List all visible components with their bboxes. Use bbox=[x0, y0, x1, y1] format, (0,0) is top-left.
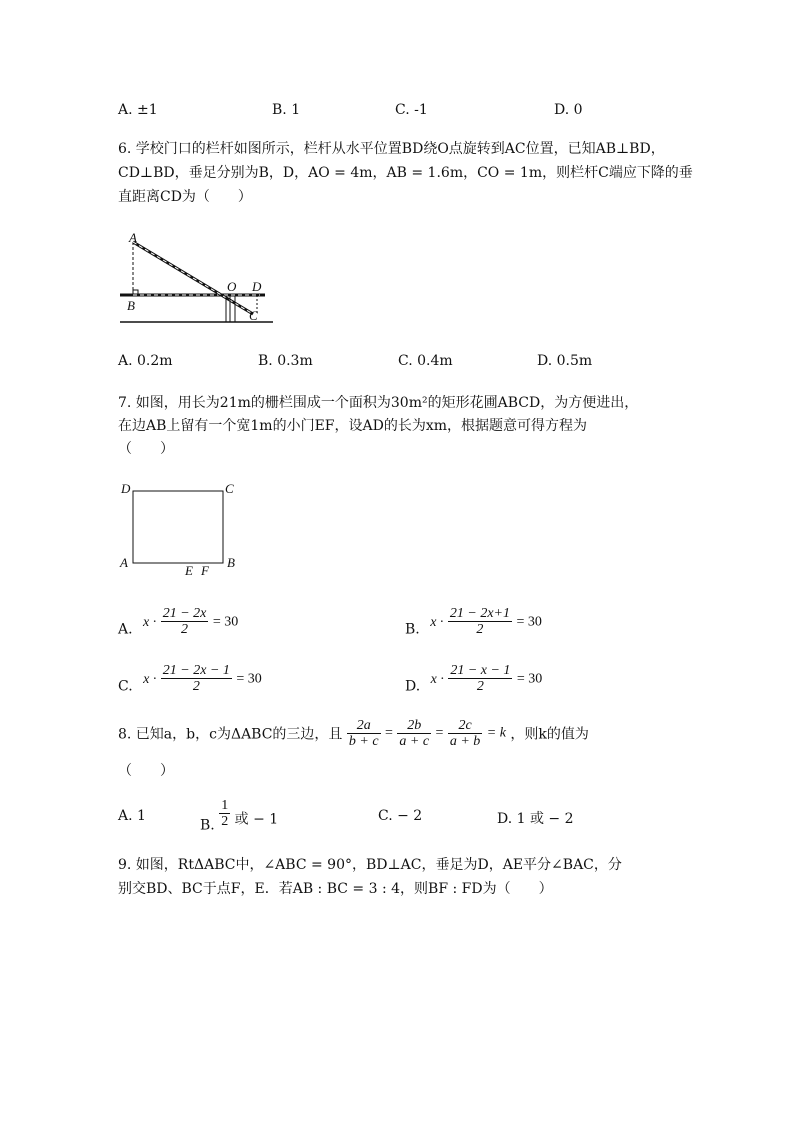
q6-stem-line3: 直距离CD为（ ） bbox=[118, 189, 252, 205]
fraction bbox=[448, 606, 512, 637]
option-tail: 或 − 1 bbox=[234, 811, 279, 828]
fraction-numerator: 21 − 2x − 1 bbox=[162, 663, 230, 678]
label-d: D bbox=[121, 481, 131, 496]
q8-stem-tail: ，则k的值为 bbox=[510, 726, 589, 743]
fraction bbox=[448, 663, 512, 694]
q6-option-b: B. 0.3m bbox=[258, 353, 313, 369]
q6-stem-line1: 6. 学校门口的栏杆如图所示，栏杆从水平位置BD绕O点旋转到AC位置，已知AB⊥BD， bbox=[118, 141, 665, 157]
fraction-denominator: b + c bbox=[348, 734, 379, 749]
label-b: B bbox=[227, 555, 235, 570]
q6-option-c: C. 0.4m bbox=[398, 353, 453, 369]
option-label: D. bbox=[405, 678, 421, 695]
q6-barrier-figure bbox=[115, 228, 280, 328]
rectangle-abcd bbox=[133, 491, 223, 563]
q7-rectangle-figure bbox=[115, 478, 245, 578]
q9-stem-line1: 9. 如图，RtΔABC中，∠ABC = 90°，BD⊥AC，垂足为D，AE平分∠BAC，分 bbox=[118, 857, 622, 873]
option-rhs: = 30 bbox=[516, 671, 543, 687]
q9-stem-line2: 别交BD、BC于点F，E．若AB : BC = 3 : 4，则BF : FD为（ ） bbox=[118, 881, 553, 897]
fraction-denominator: 2 bbox=[192, 679, 200, 694]
option-label: B. bbox=[200, 817, 215, 834]
q5-option-c: C. -1 bbox=[395, 102, 428, 118]
q7-stem-line2: 在边AB上留有一个宽1m的小门EF，设AD的长为xm，根据题意可得方程为 bbox=[118, 418, 588, 434]
equals-sign: = bbox=[385, 725, 393, 741]
option-rhs: = 30 bbox=[236, 671, 262, 687]
label-d: D bbox=[252, 279, 262, 294]
fraction-numerator: 21 − x − 1 bbox=[450, 663, 511, 678]
equals-sign: = bbox=[435, 725, 444, 741]
fraction-2 bbox=[397, 718, 431, 749]
q8-option-c: C. − 2 bbox=[378, 808, 423, 824]
option-rhs: = 30 bbox=[516, 614, 542, 630]
fraction-denominator: 2 bbox=[181, 622, 189, 637]
q6-option-d: D. 0.5m bbox=[537, 353, 593, 369]
q8-stem-line2: （ ） bbox=[118, 763, 174, 779]
label-a: A bbox=[129, 230, 137, 245]
option-prefix: x · bbox=[143, 671, 157, 687]
q6-option-a: A. 0.2m bbox=[118, 353, 173, 369]
equals-k: = k bbox=[486, 725, 506, 741]
option-label: C. bbox=[118, 678, 133, 695]
label-o: O bbox=[227, 279, 237, 294]
q8-option-d: D. 1 或 − 2 bbox=[497, 811, 574, 827]
option-label: A. bbox=[118, 621, 133, 638]
option-prefix: x · bbox=[430, 671, 444, 687]
fraction-numerator: 1 bbox=[221, 798, 229, 813]
label-f: F bbox=[201, 563, 209, 578]
fraction-numerator: 2c bbox=[448, 718, 482, 734]
q7-option-d bbox=[405, 663, 542, 695]
q7-option-c bbox=[118, 663, 262, 695]
option-prefix: x · bbox=[143, 614, 157, 630]
fraction-numerator: 2b bbox=[397, 718, 431, 734]
fraction-denominator: 2 bbox=[476, 679, 484, 694]
fraction-denominator: a + b bbox=[449, 734, 481, 749]
fraction-denominator: 2 bbox=[221, 814, 229, 829]
q5-option-b: B. 1 bbox=[272, 102, 301, 118]
label-e: E bbox=[185, 563, 193, 578]
q5-option-a: A. ±1 bbox=[118, 102, 158, 118]
label-a: A bbox=[120, 555, 128, 570]
fraction bbox=[161, 663, 232, 694]
fraction-denominator: a + c bbox=[399, 734, 430, 749]
q7-option-a bbox=[118, 606, 238, 638]
option-rhs: = 30 bbox=[212, 614, 239, 630]
label-b: B bbox=[127, 298, 135, 313]
fraction-denominator: 2 bbox=[476, 622, 484, 637]
fraction bbox=[219, 798, 230, 829]
q7-option-b bbox=[405, 606, 542, 638]
fraction-3 bbox=[448, 718, 482, 749]
option-prefix: x · bbox=[430, 614, 444, 630]
q8-stem-text: 8. 已知a，b，c为ΔABC的三边，且 bbox=[118, 726, 343, 743]
label-c: C bbox=[225, 481, 234, 496]
q8-option-a: A. 1 bbox=[118, 808, 146, 824]
q8-stem-line1 bbox=[118, 718, 589, 749]
q5-option-d: D. 0 bbox=[554, 102, 583, 118]
fraction-numerator: 2a bbox=[347, 718, 381, 734]
option-label: B. bbox=[405, 621, 420, 638]
fraction bbox=[161, 606, 209, 637]
fraction-1 bbox=[347, 718, 381, 749]
fraction-numerator: 21 − 2x bbox=[162, 606, 207, 621]
label-c: C bbox=[249, 308, 258, 323]
q7-stem-line3: （ ） bbox=[118, 441, 174, 457]
q8-option-b bbox=[200, 798, 278, 834]
q6-stem-line2: CD⊥BD，垂足分别为B，D，AO = 4m，AB = 1.6m，CO = 1m，则栏杆C端应下降的垂 bbox=[118, 165, 693, 181]
q7-stem-line1: 7. 如图，用长为21m的栅栏围成一个面积为30m²的矩形花圃ABCD，为方便进出， bbox=[118, 395, 639, 411]
fraction-numerator: 21 − 2x+1 bbox=[449, 606, 510, 621]
